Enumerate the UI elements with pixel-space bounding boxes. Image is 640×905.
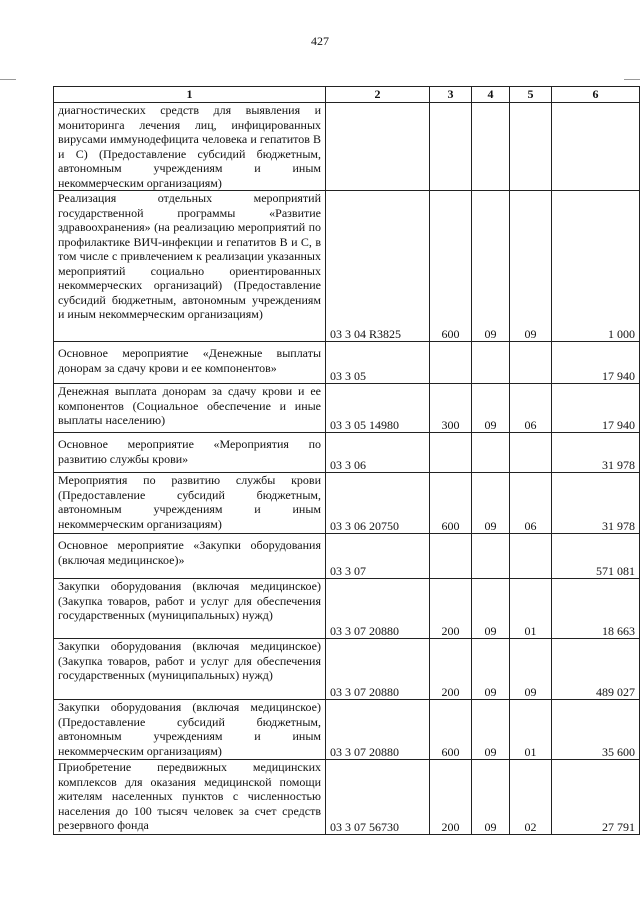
column-header-1: 1 — [54, 87, 326, 103]
row-description: диагностических средств для выявления и мониторинга лечения лиц, инфицированных вирусами иммунодефицита человека и гепатитов В и С) (Предоставление субсидий бюджетным, автономным учреждениям и иным некоммерческим организациям) — [54, 103, 326, 191]
table-row — [54, 384, 640, 433]
row-amount: 18 663 — [552, 579, 640, 639]
row-type: 200 — [430, 579, 472, 639]
table-row — [54, 473, 640, 534]
row-description: Мероприятия по развитию службы крови (Предоставление субсидий бюджетным, автономным учреждениям и иным некоммерческим организациям) — [54, 473, 326, 534]
row-section: 09 — [472, 384, 510, 433]
table-row — [54, 103, 640, 191]
scan-mark-right — [624, 79, 640, 80]
row-type: 300 — [430, 384, 472, 433]
row-subsection: 02 — [510, 760, 552, 835]
row-subsection — [510, 534, 552, 579]
row-subsection: 01 — [510, 700, 552, 760]
row-section: 09 — [472, 473, 510, 534]
row-description: Основное мероприятие «Мероприятия по развитию службы крови» — [54, 433, 326, 473]
row-type: 200 — [430, 760, 472, 835]
row-subsection: 06 — [510, 384, 552, 433]
row-code: 03 3 07 20880 — [326, 579, 430, 639]
page-number: 427 — [311, 34, 329, 48]
row-code — [326, 103, 430, 191]
row-code: 03 3 06 20750 — [326, 473, 430, 534]
row-subsection — [510, 433, 552, 473]
row-section: 09 — [472, 191, 510, 342]
row-amount: 17 940 — [552, 384, 640, 433]
row-amount: 1 000 — [552, 191, 640, 342]
row-description: Закупки оборудования (включая медицинское) (Закупка товаров, работ и услуг для обеспечения государственных (муниципальных) нужд) — [54, 639, 326, 700]
row-amount — [552, 103, 640, 191]
table-row — [54, 760, 640, 835]
row-section: 09 — [472, 700, 510, 760]
table-row — [54, 191, 640, 342]
row-description: Денежная выплата донорам за сдачу крови и ее компонентов (Социальное обеспечение и иные выплаты населению) — [54, 384, 326, 433]
row-amount: 31 978 — [552, 433, 640, 473]
row-description: Основное мероприятие «Закупки оборудования (включая медицинское)» — [54, 534, 326, 579]
row-description: Основное мероприятие «Денежные выплаты донорам за сдачу крови и ее компонентов» — [54, 342, 326, 384]
table-row — [54, 342, 640, 384]
row-type — [430, 342, 472, 384]
row-section: 09 — [472, 579, 510, 639]
row-amount: 35 600 — [552, 700, 640, 760]
budget-table — [53, 86, 640, 835]
row-subsection: 09 — [510, 639, 552, 700]
scan-mark-left — [0, 79, 16, 80]
table-row — [54, 639, 640, 700]
row-subsection: 09 — [510, 191, 552, 342]
row-type — [430, 103, 472, 191]
column-header-3: 3 — [430, 87, 472, 103]
row-section — [472, 103, 510, 191]
row-subsection: 01 — [510, 579, 552, 639]
row-type: 600 — [430, 473, 472, 534]
column-header-2: 2 — [326, 87, 430, 103]
row-code: 03 3 05 — [326, 342, 430, 384]
row-code: 03 3 07 56730 — [326, 760, 430, 835]
row-amount: 17 940 — [552, 342, 640, 384]
row-type: 200 — [430, 639, 472, 700]
row-amount: 571 081 — [552, 534, 640, 579]
row-description: Закупки оборудования (включая медицинское) (Закупка товаров, работ и услуг для обеспечения государственных (муниципальных) нужд) — [54, 579, 326, 639]
row-code: 03 3 07 20880 — [326, 700, 430, 760]
row-subsection — [510, 342, 552, 384]
table-header-row — [54, 87, 640, 103]
row-type: 600 — [430, 700, 472, 760]
row-section: 09 — [472, 639, 510, 700]
row-subsection: 06 — [510, 473, 552, 534]
row-amount: 27 791 — [552, 760, 640, 835]
row-type: 600 — [430, 191, 472, 342]
row-description: Закупки оборудования (включая медицинское) (Предоставление субсидий бюджетным, автономным учреждениям и иным некоммерческим организациям) — [54, 700, 326, 760]
row-section — [472, 534, 510, 579]
row-section: 09 — [472, 760, 510, 835]
column-header-6: 6 — [552, 87, 640, 103]
table-row — [54, 433, 640, 473]
row-amount: 489 027 — [552, 639, 640, 700]
table-row — [54, 534, 640, 579]
table-row — [54, 579, 640, 639]
row-subsection — [510, 103, 552, 191]
row-code: 03 3 05 14980 — [326, 384, 430, 433]
row-code: 03 3 06 — [326, 433, 430, 473]
row-section — [472, 433, 510, 473]
row-description: Приобретение передвижных медицинских комплексов для оказания медицинской помощи жителям населенных пунктов с численностью населения до 100 тысяч человек за счет средств резервного фонда — [54, 760, 326, 835]
column-header-5: 5 — [510, 87, 552, 103]
column-header-4: 4 — [472, 87, 510, 103]
row-code: 03 3 07 — [326, 534, 430, 579]
row-type — [430, 433, 472, 473]
row-type — [430, 534, 472, 579]
row-description: Реализация отдельных мероприятий государственной программы «Развитие здравоохранения» (на реализацию мероприятий по профилактике ВИЧ-инфекции и гепатитов В и С, в том числе с привлечением к реализации указанных мероприятий социально ориентированных некоммерческих организаций) (Предоставление субсидий бюджетным, автономным учреждениям и иным некоммерческим организациям) — [54, 191, 326, 342]
row-code: 03 3 04 R3825 — [326, 191, 430, 342]
table-row — [54, 700, 640, 760]
row-code: 03 3 07 20880 — [326, 639, 430, 700]
row-section — [472, 342, 510, 384]
row-amount: 31 978 — [552, 473, 640, 534]
